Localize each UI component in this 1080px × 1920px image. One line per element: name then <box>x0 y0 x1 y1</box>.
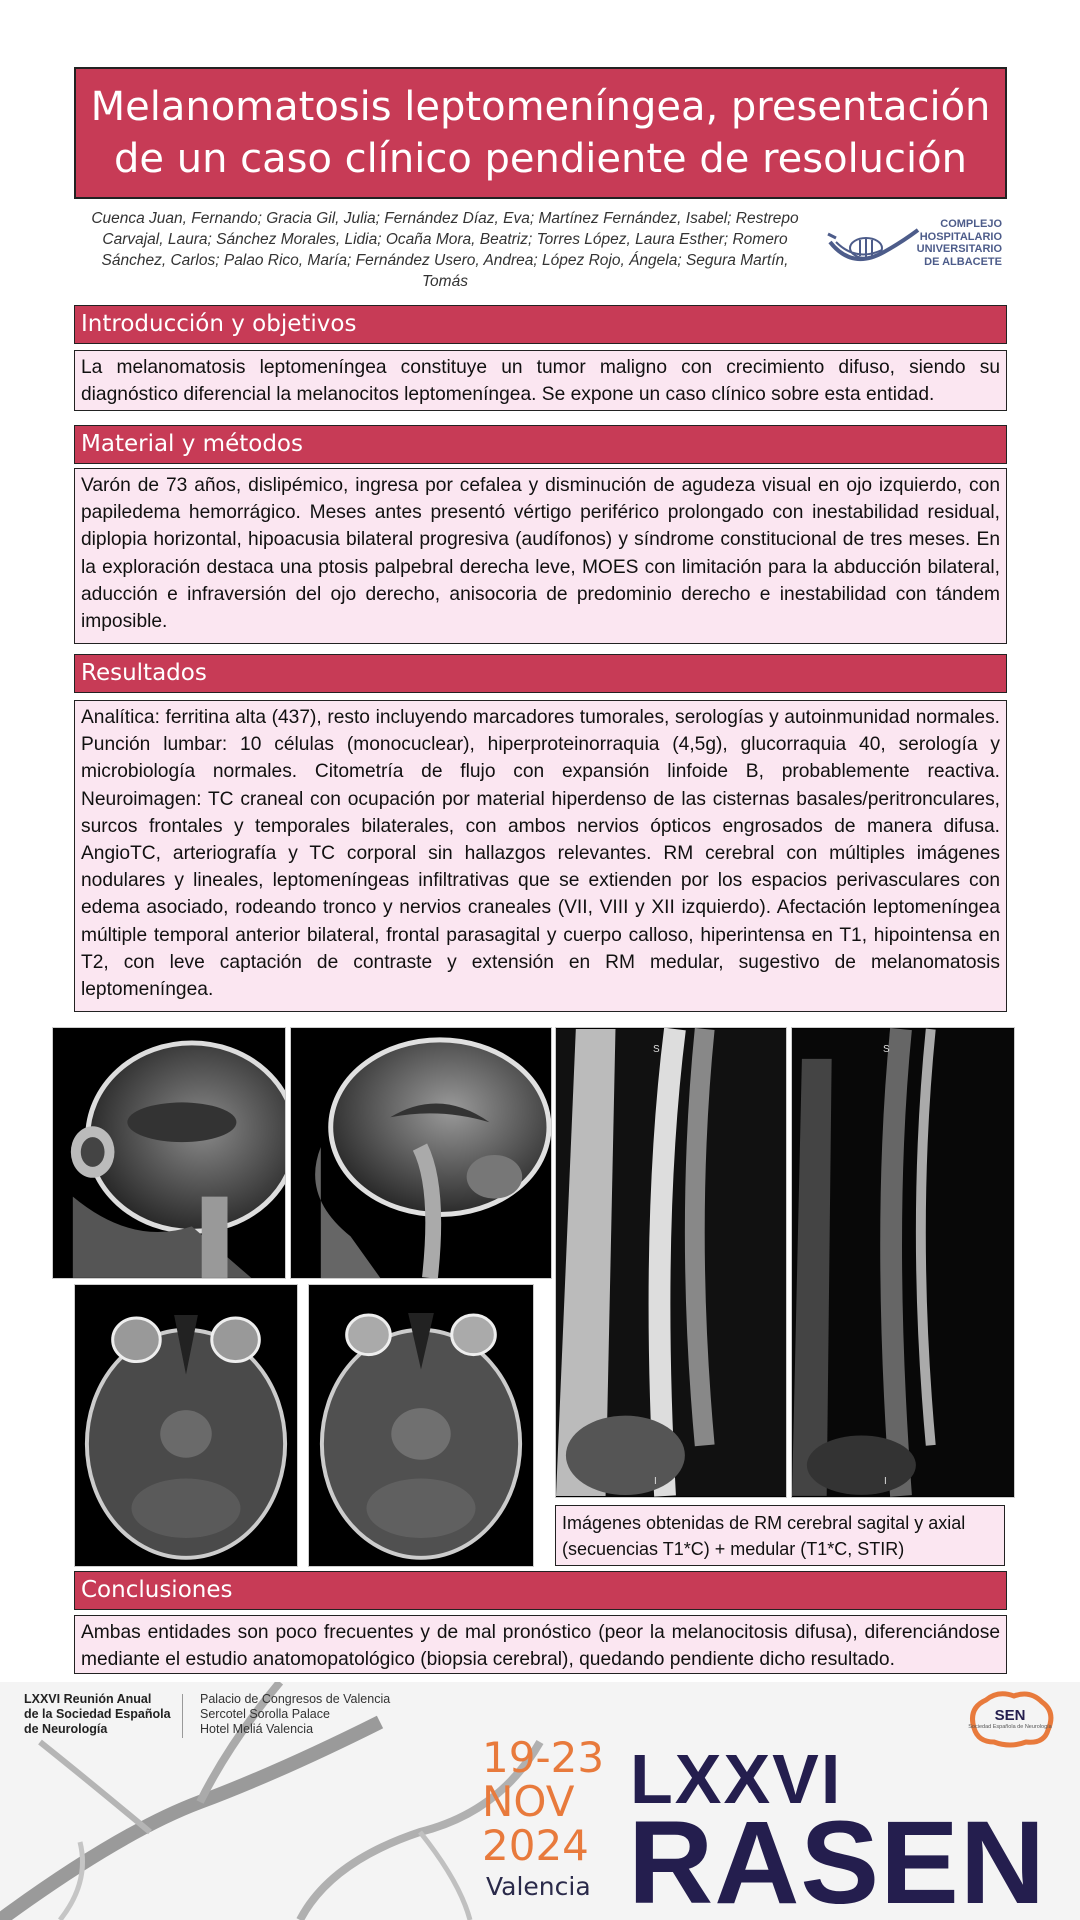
meeting-name: LXXVI Reunión Anual de la Sociedad Española de Neurología <box>24 1692 171 1736</box>
venue-list: Palacio de Congresos de Valencia Sercotel Sorolla Palace Hotel Meliá Valencia <box>200 1692 391 1736</box>
poster-title <box>74 67 1007 199</box>
section-heading-results: Resultados <box>74 654 1007 693</box>
section-heading-methods: Material y métodos <box>74 425 1007 464</box>
section-heading-conclusions: Conclusiones <box>74 1571 1007 1610</box>
mri-spine-stir-image <box>792 1028 1014 1497</box>
section-body-results: Analítica: ferritina alta (437), resto incluyendo marcadores tumorales, serologías y autoinmunidad normales. Punción lumbar: 10 células (monocuclear), hiperproteinorraquia (4,5g), glucorraquia 40, serología y microbiología normales. Citometría de flujo con expansión linfoide B, probablemente reactiva. Neuroimagen: TC craneal con ocupación por material hiperdenso de las cisternas basales/peritronculares, surcos frontales y temporales bilaterales, con ambos nervios ópticos engrosados de manera difusa. AngioTC, arteriografía y TC corporal sin hallazgos relevantes. RM cerebral con múltiples imágenes nodulares y lineales, leptomeníngeas infiltrativas que se extienden por los espacios perivasculares con edema asociado, rodeando tronco y nervios craneales (VII, VIII y XII izquierdo). Afectación leptomeníngea múltiple temporal anterior bilateral, frontal parasagital y cuerpo calloso, hiperintensa en T1, hipointensa en T2, con leve captación de contraste y extensión en RM medular, sugestivo de melanomatosis leptomeníngea. <box>74 700 1007 1012</box>
section-body-methods: Varón de 73 años, dislipémico, ingresa por cefalea y disminución de agudeza visual en ojo izquierdo, con papiledema hemorrágico. Meses antes presentó vértigo periférico prolongado con inestabilidad residual, diplopia horizontal, hipoacusia bilateral progresiva (audífonos) y síndrome constitucional de tres meses. En la exploración destaca una ptosis palpebral derecha leve, MOES con limitación para la abducción bilateral, aducción e infraversión del ojo derecho, anisocoria de predominio derecho e inestabilidad con tándem imposible. <box>74 468 1007 644</box>
mri-spine-t1 <box>555 1027 787 1498</box>
congress-city: Valencia <box>486 1872 591 1901</box>
section-heading-intro: Introducción y objetivos <box>74 305 1007 344</box>
section-body-intro: La melanomatosis leptomeníngea constituye un tumor maligno con crecimiento difuso, siendo su diagnóstico diferencial la melanocitos leptomeníngea. Se expone un caso clínico sobre esta entidad. <box>74 350 1007 411</box>
spine-label-superior: S <box>653 1044 660 1055</box>
footer-divider <box>182 1694 183 1738</box>
mri-axial-1 <box>74 1284 298 1567</box>
congress-banner <box>0 1682 1080 1920</box>
hospital-logo <box>822 212 1008 278</box>
mri-sagittal-2 <box>290 1027 552 1279</box>
mri-sagittal-2-image <box>291 1028 551 1278</box>
spine-label-inferior: I <box>654 1476 657 1487</box>
sen-logo: SEN Sociedad Española de Neurología <box>964 1688 1056 1750</box>
congress-edition: LXXVI <box>630 1740 843 1818</box>
author-list: Cuenca Juan, Fernando; Gracia Gil, Julia; Fernández Díaz, Eva; Martínez Fernández, Isabel; Restrepo Carvajal, Laura; Sánchez Morales, Lidia; Ocaña Mora, Beatriz; Torres López, Laura Esther; Romero Sánchez, Carlos; Palao Rico, María; Fernández Usero, Andrea; López Rojo, Ángela; Segura Martín, Tomás <box>91 210 799 290</box>
mri-spine-stir <box>791 1027 1015 1498</box>
figure-caption: Imágenes obtenidas de RM cerebral sagital y axial (secuencias T1*C) + medular (T1*C, STIR) <box>555 1505 1005 1566</box>
congress-event: RASEN <box>628 1797 1047 1920</box>
section-body-conclusions: Ambas entidades son poco frecuentes y de mal pronóstico (peor la melanocitosis difusa), diferenciándose mediante el estudio anatomopatológico (biopsia cerebral), quedando pendiente dicho resultado. <box>74 1615 1007 1674</box>
mri-spine-t1-image <box>556 1028 786 1497</box>
hospital-name: COMPLEJO HOSPITALARIO UNIVERSITARIO DE ALBACETE <box>916 218 1002 268</box>
congress-dates: 19-23 NOV 2024 <box>482 1733 605 1870</box>
poster-title-text: Melanomatosis leptomeníngea, presentación de un caso clínico pendiente de resolución <box>90 84 991 182</box>
spine-stir-label-inferior: I <box>884 1476 887 1487</box>
mri-sagittal-1 <box>52 1027 286 1279</box>
hospital-emblem-icon <box>822 212 922 278</box>
mri-axial-2-image <box>309 1285 533 1566</box>
mri-axial-2 <box>308 1284 534 1567</box>
mri-sagittal-1-image <box>53 1028 285 1278</box>
mri-axial-1-image <box>75 1285 297 1566</box>
spine-stir-label-superior: S <box>883 1044 890 1055</box>
